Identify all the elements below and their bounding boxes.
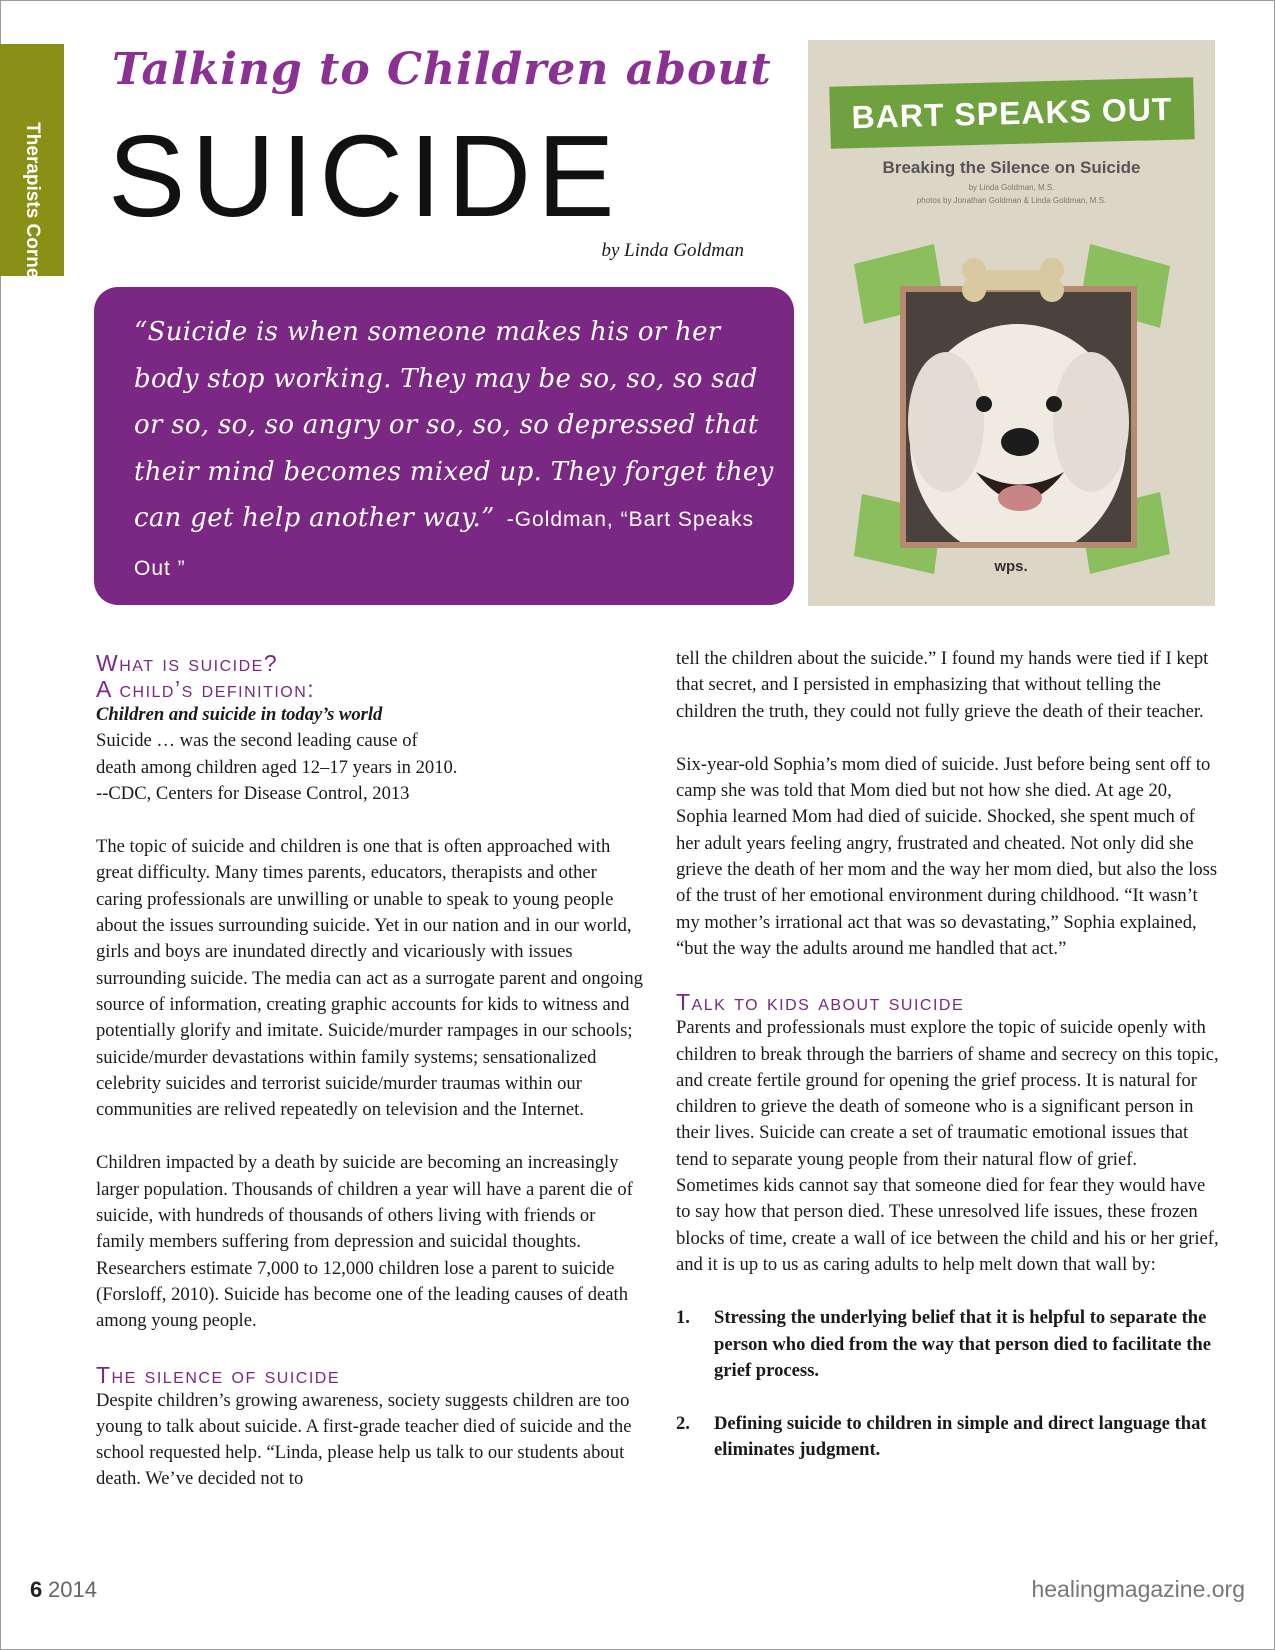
- article-title: SUICIDE: [108, 111, 621, 241]
- dog-face-icon: [906, 292, 1131, 542]
- stat-line-1: Suicide … was the second leading cause of: [96, 730, 418, 752]
- book-cover-photo-credit: photos by Jonathan Goldman & Linda Goldman, M.S.: [916, 196, 1107, 205]
- section-tab-label: Therapists Corner: [22, 122, 43, 286]
- paragraph-despite: Despite children’s growing awareness, society suggests children are too young to talk about suicide. A first-grade teacher died of suicide and the school requested help. “Linda, please help us talk to our students about death. We’ve decided not to: [96, 1389, 632, 1490]
- subheading-today: Children and suicide in today’s world: [96, 704, 383, 725]
- stat-line-2: death among children aged 12–17 years in 2010.: [96, 756, 458, 778]
- list-item: [676, 1305, 1222, 1384]
- list-item-number: 1.: [676, 1307, 690, 1329]
- article-kicker: Talking to Children about: [112, 44, 772, 95]
- paragraph-topic: The topic of suicide and children is one that is often approached with great difficulty. Many times parents, educators, therapists and other caring professionals are unwilling or unable to speak to young people about the issues surrounding suicide. Yet in our nation and in our world, girls and boys are inundated directly and vicariously with issues surrounding suicide. The media can act as a surrogate parent and ongoing source of information, creating graphic accounts for kids to witness and potentially glorify and imitate. Suicide/murder rampages in our schools; suicide/murder devastations within family systems; sensationalized celebrity suicides and terrorist suicide/murder traumas within our communities are relived repeatedly on television and the Internet.: [96, 836, 643, 1121]
- heading-childs-definition: A child’s definition:: [96, 676, 316, 702]
- points-list: [676, 1305, 1222, 1463]
- paragraph-sophia: Six-year-old Sophia’s mom died of suicide. Just before being sent off to camp she was told that Mom died but not how she died. At age 20, Sophia learned Mom had died of suicide. Shocked, she spent much of her adult years feeling angry, frustrated and cheated. Not only did she grieve the death of her mom and the way her mom died, but also the loss of the trust of her emotional environment during childhood. “It wasn’t my mother’s irrational act that was so devastating,” Sophia explained, “but the way the adults around me handled that act.”: [676, 753, 1218, 959]
- book-cover-author: by Linda Goldman, M.S.: [968, 183, 1055, 192]
- dog-bone-icon: [958, 258, 1068, 302]
- heading-talk-to-kids: Talk to kids about suicide: [676, 989, 965, 1016]
- dog-photo: [900, 286, 1137, 548]
- right-column: [676, 646, 1222, 1491]
- heading-silence: The silence of suicide: [96, 1361, 341, 1388]
- pull-quote: [134, 309, 774, 592]
- list-item-text: Defining suicide to children in simple and direct language that eliminates judgment.: [714, 1413, 1207, 1461]
- list-item-text: Stressing the underlying belief that it is helpful to separate the person who died from the way that person died to facilitate the grief process.: [714, 1307, 1212, 1381]
- section-tab: [0, 44, 64, 286]
- heading-what-is-suicide: What is suicide?: [96, 650, 279, 676]
- book-cover: [808, 40, 1215, 606]
- pull-quote-text: “Suicide is when someone makes his or her body stop working. They may be so, so, so sad or so, so, so angry or so, so, so depressed that their mind becomes mixed up. They forget they can get help another way.”: [134, 317, 774, 533]
- article-byline: by Linda Goldman: [601, 240, 744, 261]
- paragraph-impacted: Children impacted by a death by suicide are becoming an increasingly larger population. Thousands of children a year will have a parent die of suicide, with hundreds of thousands of others living with friends or family members suffering from depression and suicidal thoughts. Researchers estimate 7,000 to 12,000 children lose a parent to suicide (Forsloff, 2010). Suicide has become one of the leading causes of death among young people.: [96, 1152, 633, 1332]
- stat-source: --CDC, Centers for Disease Control, 2013: [96, 782, 410, 804]
- book-cover-subtitle: Breaking the Silence on Suicide: [882, 158, 1141, 177]
- pull-quote-attribution: -Goldman, “Bart Speaks Out ”: [134, 508, 754, 580]
- publisher-logo: wps.: [994, 558, 1028, 575]
- book-cover-title: BART SPEAKS OUT: [829, 77, 1194, 149]
- pull-quote-box: [94, 287, 794, 605]
- left-column: [96, 650, 644, 1493]
- page-number: 6: [30, 1577, 43, 1602]
- list-item: [676, 1411, 1222, 1464]
- paragraph-tell-children: tell the children about the suicide.” I found my hands were tied if I kept that secret, and I persisted in emphasizing that without telling the children the truth, they could not fully grieve the death of their teacher.: [676, 648, 1209, 722]
- list-item-number: 2.: [676, 1413, 690, 1435]
- site-url: healingmagazine.org: [1031, 1576, 1245, 1602]
- paragraph-parents: Parents and professionals must explore the topic of suicide openly with children to break through the barriers of shame and secrecy on this topic, and create fertile ground for opening the grief process. It is natural for children to grieve the death of someone who is a significant person in their lives. Suicide can create a set of traumatic emotional issues that tend to separate young people from their natural flow of grief. Sometimes kids cannot say that someone died for fear they would have to say how that person died. These unresolved life issues, these frozen blocks of time, create a wall of ice between the child and his or her grief, and it is up to us as caring adults to help melt down that wall by:: [676, 1017, 1219, 1275]
- issue-year: 2014: [48, 1577, 97, 1602]
